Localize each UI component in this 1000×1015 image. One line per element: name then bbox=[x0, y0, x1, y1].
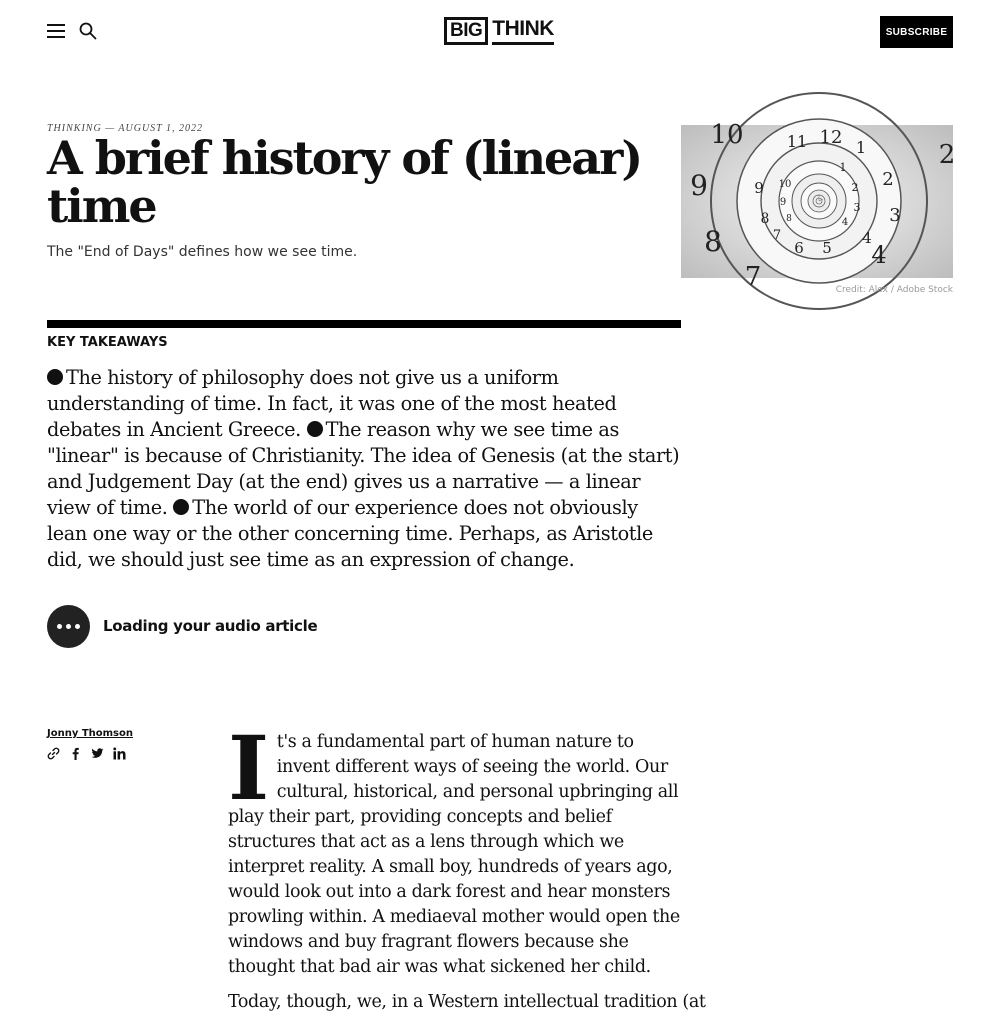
menu-icon[interactable] bbox=[47, 22, 65, 40]
svg-text:2: 2 bbox=[882, 169, 894, 190]
svg-text:12: 12 bbox=[819, 127, 843, 148]
article-body-paragraph bbox=[228, 716, 683, 980]
image-credit: Credit: Alex / Adobe Stock bbox=[835, 285, 953, 295]
logo-big: BIG bbox=[444, 17, 488, 45]
takeaway-item: The history of philosophy does not give us a uniform understanding of time. In fact, it was one of the most heated debates in Ancient Greece. bbox=[47, 366, 617, 441]
svg-text:8: 8 bbox=[704, 225, 722, 258]
audio-play-button[interactable] bbox=[47, 605, 90, 648]
bullet-icon bbox=[307, 421, 323, 437]
svg-text:8: 8 bbox=[760, 211, 770, 227]
linkedin-icon[interactable] bbox=[113, 747, 126, 760]
svg-text:7: 7 bbox=[772, 228, 782, 243]
svg-text:7: 7 bbox=[744, 262, 762, 292]
svg-text:2: 2 bbox=[938, 140, 956, 170]
svg-text:5: 5 bbox=[822, 239, 832, 257]
svg-text:10: 10 bbox=[778, 179, 792, 190]
drop-cap: I bbox=[228, 716, 269, 820]
takeaways-heading: KEY TAKEAWAYS bbox=[47, 335, 168, 350]
loading-dot-icon bbox=[57, 624, 62, 629]
logo-think: THINK bbox=[492, 18, 554, 45]
article-body-next-paragraph: Today, though, we, in a Western intellectual tradition (at bbox=[228, 992, 706, 1012]
svg-text:10: 10 bbox=[710, 120, 744, 150]
svg-text:1: 1 bbox=[855, 138, 867, 157]
svg-text:1: 1 bbox=[839, 161, 847, 174]
site-header bbox=[0, 0, 1000, 64]
loading-dot-icon bbox=[75, 624, 80, 629]
svg-text:2: 2 bbox=[851, 181, 859, 194]
takeaway-item: The reason why we see time as "linear" is because of Christianity. The idea of Genesis (at the start) and Judgement Day (at the end) gives us a narrative — a linear view of time. bbox=[47, 418, 680, 519]
svg-text:4: 4 bbox=[841, 217, 849, 228]
svg-text:4: 4 bbox=[862, 229, 872, 247]
kicker-separator: — bbox=[101, 123, 119, 134]
bullet-icon bbox=[173, 499, 189, 515]
facebook-icon[interactable] bbox=[69, 747, 82, 760]
author-link[interactable]: Jonny Thomson bbox=[47, 728, 134, 739]
bullet-icon bbox=[47, 369, 63, 385]
article-dek: The "End of Days" defines how we see time. bbox=[47, 244, 358, 260]
subscribe-button[interactable]: SUBSCRIBE bbox=[880, 16, 953, 48]
article-title: A brief history of (linear) time bbox=[47, 131, 642, 233]
share-links bbox=[47, 747, 126, 760]
search-icon[interactable] bbox=[79, 22, 97, 40]
link-icon[interactable] bbox=[47, 747, 60, 760]
svg-text:9: 9 bbox=[779, 197, 787, 208]
takeaway-item: The world of our experience does not obviously lean one way or the other concerning time. Perhaps, as Aristotle did, we should just see time as an expression of change. bbox=[47, 496, 653, 571]
audio-label: Loading your audio article bbox=[103, 617, 318, 635]
svg-text:8: 8 bbox=[786, 214, 792, 224]
svg-text:4: 4 bbox=[871, 241, 887, 269]
svg-text:3: 3 bbox=[853, 201, 861, 214]
loading-dot-icon bbox=[66, 624, 71, 629]
twitter-icon[interactable] bbox=[91, 747, 104, 760]
site-logo[interactable] bbox=[444, 17, 554, 45]
svg-text:6: 6 bbox=[794, 239, 804, 257]
paragraph-text: t's a fundamental part of human nature to invent different ways of seeing the world. Our cultural, historical, and personal upbringing all play their part, providing concepts and belief structures that act as a lens through which we interpret reality. A small boy, hundreds of years ago, would look out into a dark forest and hear monsters prowling within. A mediaeval mother would open the windows and buy fragrant flowers because she thought that bad air was what sickened her child. bbox=[228, 732, 680, 977]
takeaways-list bbox=[47, 365, 683, 573]
svg-text:3: 3 bbox=[889, 205, 901, 226]
takeaways-divider bbox=[47, 320, 681, 328]
category-link[interactable]: THINKING bbox=[47, 123, 102, 134]
svg-text:11: 11 bbox=[786, 132, 808, 151]
svg-text:9: 9 bbox=[690, 169, 708, 202]
svg-text:9: 9 bbox=[754, 179, 764, 197]
article-date: AUGUST 1, 2022 bbox=[118, 123, 204, 134]
